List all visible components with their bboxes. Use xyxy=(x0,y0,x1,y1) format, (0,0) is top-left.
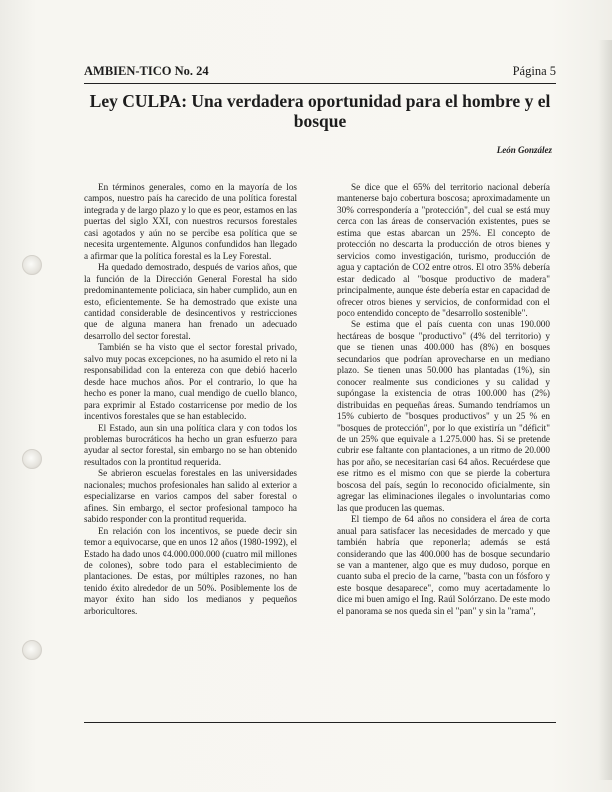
right-column xyxy=(337,182,550,702)
article-author: León González xyxy=(496,145,552,155)
paragraph: Se dice que el 65% del territorio nacional debería mantenerse bajo cobertura boscosa; aproximadamente un 30% correspondería a "protección", del cual se está muy cerca con las áreas de conservación existentes, pues se estima que estas abarcan un 25%. El concepto de protección no descarta la producción de otros bienes y servicios como investigación, turismo, producción de agua y captación de CO2 entre otros. El otro 35% debería estar dedicado al "bosque productivo de madera" principalmente, aunque éste debería estar en capacidad de ofrecer otros bienes y servicios, de conformidad con el poco entendido concepto de "desarrollo sostenible". xyxy=(337,182,550,318)
article-title: Ley CULPA: Una verdadera oportunidad para el hombre y el bosque xyxy=(89,91,551,131)
binder-hole xyxy=(22,449,42,469)
paragraph: Se abrieron escuelas forestales en las universidades nacionales; muchos profesionales han salido al exterior a especializarse en varios campos del saber forestal o afines. Sin embargo, el sector profesional tampoco ha sabido responder con la prontitud requerida. xyxy=(84,468,297,525)
binder-hole xyxy=(22,640,42,660)
paragraph: Se estima que el país cuenta con unas 190.000 hectáreas de bosque "productivo" (4% del territorio) y que se tienen unas 400.000 has (8%) en bosques secundarios que podrían aprovecharse en un mediano plazo. Se tienen unas 50.000 has plantadas (1%), sin conocer realmente sus condiciones y su calidad y supóngase la existencia de otras 100.000 has (2%) distribuidas en pequeñas áreas. Sumando tendríamos un 15% cubierto de "bosques productivos" y un 25 % en "bosques de protección", por lo que existiría un "déficit" de un 25% que equivale a 1.275.000 has. Si se pretende cubrir ese faltante con plantaciones, a un ritmo de 20.000 has por año, se necesitarían casi 64 años. Recuérdese que ese ritmo es el mismo con que se pierde la cobertura boscosa del país, según lo reconocido oficialmente, sin agregar las eliminaciones ilegales o involuntarias como las que producen las quemas. xyxy=(337,319,550,513)
paragraph: En términos generales, como en la mayoría de los campos, nuestro país ha carecido de una política forestal integrada y de largo plazo y lo que es peor, estamos en las puertas del siglo XXI, con nuestros recursos forestales casi agotados y aún no se percibe esa política que se necesita urgentemente. Algunos confundidos han llegado a afirmar que la política forestal es la Ley Forestal. xyxy=(84,182,297,261)
paragraph: También se ha visto que el sector forestal privado, salvo muy pocas excepciones, no ha asumido el reto ni la responsabilidad con la entereza con que debió hacerlo desde hace muchos años. Por el contrario, lo que ha hecho es poner la mano, cual mendigo de cuello blanco, para exprimir al Estado costarricense por medio de los incentivos forestales que se han establecido. xyxy=(84,342,297,422)
paragraph: El Estado, aun sin una política clara y con todos los problemas burocráticos ha hecho un gran esfuerzo para ayudar al sector forestal, sin embargo no se han obtenido resultados con la prontitud requerida. xyxy=(84,422,297,467)
paragraph: En relación con los incentivos, se puede decir sin temor a equivocarse, que en unos 12 años (1980-1992), el Estado ha dado unos ¢4.000.000.000 (cuatro mil millones de colones), sobre todo para el establecimiento de plantaciones. De estas, por múltiples razones, no han tenido éxito alrededor de un 50%. Posiblemente los de mayor éxito han sido los medianos y pequeños arboricultores. xyxy=(84,525,297,616)
page-number: Página 5 xyxy=(512,64,556,78)
page-edge-shadow xyxy=(598,40,612,780)
paragraph: El tiempo de 64 años no considera el área de corta anual para satisfacer las necesidades de mercado y que también habría que reponerla; además se está considerando que las 400.000 has de bosque secundario se van a mantener, algo que es muy dudoso, porque en cuanto suba el precio de la carne, "basta con un fósforo y este bosque desaparece", como muy acertadamente lo dice mi buen amigo el Ing. Raúl Solórzano. De este modo el panorama se nos queda sin el "pan" y sin la "rama", xyxy=(337,514,550,616)
left-column xyxy=(84,182,297,702)
header-rule xyxy=(84,83,556,84)
publication-name: AMBIEN-TICO No. 24 xyxy=(84,64,209,78)
binder-hole xyxy=(22,255,42,275)
paragraph: Ha quedado demostrado, después de varios años, que la función de la Dirección General Forestal ha sido predominantemente policiaca, sin haber cumplido, aun en esto, eficientemente. Se ha demostrado que existe una cantidad considerable de desincentivos y restricciones que de alguna manera han frenado un adecuado desarrollo del sector forestal. xyxy=(84,262,297,341)
page-header xyxy=(84,64,556,80)
footer-rule xyxy=(84,722,556,723)
